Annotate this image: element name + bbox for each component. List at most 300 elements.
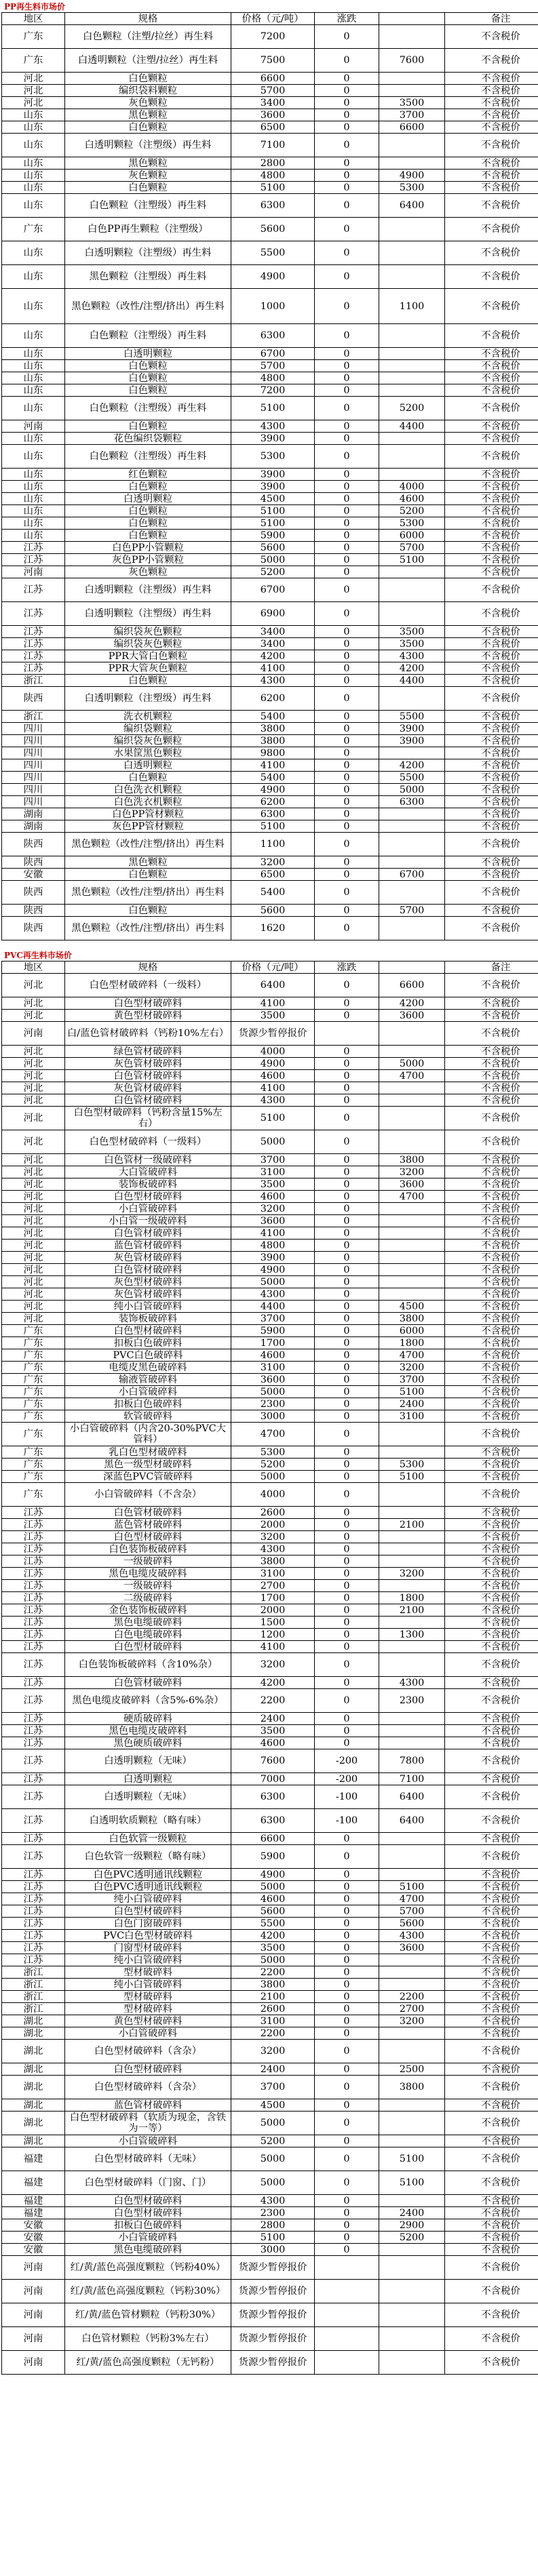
cell-spec: 白色型材破碎料: [65, 1531, 231, 1543]
cell-region: 福建: [2, 2171, 65, 2195]
cell-change: 0: [315, 626, 379, 638]
cell-price-high: 5500: [379, 772, 445, 784]
cell-price: 6400: [231, 974, 315, 997]
cell-note: 不含税价: [445, 2232, 538, 2244]
cell-spec: 软管破碎料: [65, 1410, 231, 1423]
cell-note: 不含税价: [445, 85, 538, 97]
table-row: [2, 530, 538, 542]
cell-price: 3000: [231, 1410, 315, 1423]
cell-change: -200: [315, 1773, 379, 1785]
table-row: [2, 1519, 538, 1531]
cell-region: 湖北: [2, 2040, 65, 2063]
pvc-price-section: [1, 950, 536, 2375]
table-row: [2, 1507, 538, 1519]
cell-price-high: 3700: [379, 109, 445, 121]
cell-price-high: [379, 1082, 445, 1094]
cell-price-high: 5300: [379, 1459, 445, 1471]
table-row: [2, 1386, 538, 1398]
cell-spec: 黑色颗粒（注塑级）再生料: [65, 265, 231, 289]
table-row: [2, 1725, 538, 1737]
cell-price: 7200: [231, 25, 315, 49]
cell-region: 江苏: [2, 1713, 65, 1725]
cell-note: 不含税价: [445, 650, 538, 662]
table-row: [2, 1617, 538, 1629]
cell-price-high: 5000: [379, 784, 445, 796]
cell-spec: 小白管破碎料（不含杂）: [65, 1483, 231, 1507]
table-row: [2, 869, 538, 881]
cell-note: 不含税价: [445, 1773, 538, 1785]
cell-change: 0: [315, 1215, 379, 1227]
cell-price-high: [379, 856, 445, 869]
cell-price-high: 4200: [379, 997, 445, 1010]
cell-price-high: [379, 2135, 445, 2147]
cell-region: 河北: [2, 1046, 65, 1058]
cell-spec: 型材破碎料: [65, 2003, 231, 2015]
cell-price: 4000: [231, 1483, 315, 1507]
cell-price: 5000: [231, 1471, 315, 1483]
cell-note: 不含税价: [445, 1519, 538, 1531]
cell-price-high: 1800: [379, 1337, 445, 1349]
cell-change: 0: [315, 1689, 379, 1713]
cell-change: 0: [315, 711, 379, 723]
cell-region: 河北: [2, 1227, 65, 1240]
table-row: [2, 1349, 538, 1362]
cell-price-high: [379, 1979, 445, 1991]
cell-price: 6200: [231, 687, 315, 711]
cell-price-high: 3500: [379, 626, 445, 638]
table-row: [2, 1773, 538, 1785]
cell-region: 江苏: [2, 1881, 65, 1893]
table-row: [2, 1276, 538, 1288]
table-row: [2, 49, 538, 73]
cell-note: 不含税价: [445, 820, 538, 833]
cell-spec: 白透明颗粒（注塑级）再生料: [65, 602, 231, 626]
cell-region: 河北: [2, 1082, 65, 1094]
cell-region: 广东: [2, 1362, 65, 1374]
table-row: [2, 1677, 538, 1689]
cell-note: 不含税价: [445, 97, 538, 109]
cell-note: 不含税价: [445, 1604, 538, 1617]
cell-price-high: 5200: [379, 505, 445, 517]
cell-spec: 二级破碎料: [65, 1592, 231, 1604]
cell-note: 不含税价: [445, 109, 538, 121]
table-row: [2, 1191, 538, 1203]
cell-note: 不含税价: [445, 1653, 538, 1677]
cell-region: 河北: [2, 1203, 65, 1215]
cell-change: 0: [315, 1082, 379, 1094]
cell-spec: 深蓝色PVC管破碎料: [65, 1471, 231, 1483]
cell-note: 不含税价: [445, 1058, 538, 1070]
cell-change: 0: [315, 1058, 379, 1070]
cell-spec: 电缆皮黑色破碎料: [65, 1362, 231, 1374]
cell-price: 5000: [231, 2112, 315, 2135]
cell-note: 不含税价: [445, 1737, 538, 1749]
cell-region: 山东: [2, 109, 65, 121]
cell-spec: 灰色PP管材颗粒: [65, 820, 231, 833]
cell-change: 0: [315, 1555, 379, 1568]
cell-spec: 金色装饰板破碎料: [65, 1604, 231, 1617]
cell-change: 0: [315, 808, 379, 820]
cell-price-high: 4000: [379, 481, 445, 493]
cell-price-high: [379, 1107, 445, 1130]
table-row: [2, 1362, 538, 1374]
cell-change: -100: [315, 1809, 379, 1833]
cell-region: 山东: [2, 170, 65, 182]
cell-spec: 白色颗粒: [65, 360, 231, 372]
cell-region: 河北: [2, 85, 65, 97]
cell-price: 1700: [231, 1337, 315, 1349]
table-row: [2, 638, 538, 650]
cell-region: 浙江: [2, 1966, 65, 1979]
cell-price-high: [379, 1094, 445, 1107]
cell-price: 4900: [231, 784, 315, 796]
cell-spec: 白色颗粒: [65, 869, 231, 881]
table-row: [2, 1240, 538, 1252]
cell-price-high: [379, 1483, 445, 1507]
cell-note: 不含税价: [445, 2112, 538, 2135]
cell-price: 4600: [231, 1349, 315, 1362]
cell-change: 0: [315, 2232, 379, 2244]
cell-price: 3400: [231, 97, 315, 109]
cell-region: 河北: [2, 1154, 65, 1166]
cell-region: 江苏: [2, 1833, 65, 1845]
cell-price: 3500: [231, 1725, 315, 1737]
cell-change: -100: [315, 1785, 379, 1809]
cell-region: 山东: [2, 134, 65, 157]
cell-price-high: 5100: [379, 2171, 445, 2195]
cell-region: 江苏: [2, 1942, 65, 1954]
cell-note: 不含税价: [445, 1893, 538, 1905]
cell-price: 4800: [231, 170, 315, 182]
cell-price: 4500: [231, 493, 315, 505]
cell-region: 河北: [2, 997, 65, 1010]
cell-price-high: [379, 2099, 445, 2112]
cell-price: 3600: [231, 1215, 315, 1227]
cell-change: 0: [315, 723, 379, 735]
cell-change: 0: [315, 2219, 379, 2232]
cell-price: 4200: [231, 650, 315, 662]
cell-region: 广东: [2, 1337, 65, 1349]
cell-note: 不含税价: [445, 1617, 538, 1629]
table-row: [2, 2076, 538, 2099]
cell-note: 不含税价: [445, 1166, 538, 1178]
cell-price-high: 5100: [379, 1386, 445, 1398]
table-row: [2, 1543, 538, 1555]
cell-spec: 白色型材破碎料: [65, 1905, 231, 1918]
cell-price: 4100: [231, 1641, 315, 1653]
cell-price: 货源少暂停报价: [231, 2280, 315, 2303]
cell-change: 0: [315, 157, 379, 170]
table-row: [2, 2135, 538, 2147]
cell-change: 0: [315, 905, 379, 917]
cell-spec: 黑色颗粒: [65, 856, 231, 869]
cell-note: 不含税价: [445, 974, 538, 997]
cell-note: 不含税价: [445, 1592, 538, 1604]
cell-spec: 黑色一级型材破碎料: [65, 1459, 231, 1471]
cell-note: 不含税价: [445, 1215, 538, 1227]
cell-price-high: 6400: [379, 194, 445, 218]
cell-spec: 白色型材破碎料: [65, 2063, 231, 2076]
cell-change: 0: [315, 1966, 379, 1979]
cell-note: 不含税价: [445, 881, 538, 905]
cell-note: 不含税价: [445, 530, 538, 542]
cell-region: 湖南: [2, 820, 65, 833]
cell-region: 河北: [2, 1288, 65, 1301]
cell-note: 不含税价: [445, 1446, 538, 1459]
cell-price-high: 6600: [379, 121, 445, 134]
cell-price-high: 4200: [379, 759, 445, 772]
cell-change: 0: [315, 1543, 379, 1555]
cell-spec: 灰色PP小管颗粒: [65, 554, 231, 566]
cell-price: 6200: [231, 796, 315, 808]
cell-spec: 白透明颗粒（无味）: [65, 1749, 231, 1773]
cell-note: 不含税价: [445, 1107, 538, 1130]
cell-region: 山东: [2, 182, 65, 194]
table-row: [2, 2303, 538, 2327]
cell-region: 山东: [2, 289, 65, 324]
table-row: [2, 833, 538, 856]
cell-change: 0: [315, 1094, 379, 1107]
cell-price: 5600: [231, 542, 315, 554]
cell-price: 9800: [231, 747, 315, 759]
cell-change: 0: [315, 372, 379, 384]
cell-price-high: [379, 2327, 445, 2351]
cell-region: 江苏: [2, 542, 65, 554]
table-row: [2, 1070, 538, 1082]
cell-price: 1100: [231, 833, 315, 856]
cell-price-high: 4700: [379, 1191, 445, 1203]
cell-spec: 白色颗粒: [65, 481, 231, 493]
cell-change: 0: [315, 1483, 379, 1507]
cell-price: 5500: [231, 1918, 315, 1930]
cell-note: 不含税价: [445, 194, 538, 218]
cell-region: 河南: [2, 2256, 65, 2280]
cell-note: 不含税价: [445, 1264, 538, 1276]
cell-spec: 白色型材破碎料: [65, 997, 231, 1010]
cell-region: 江苏: [2, 1653, 65, 1677]
cell-price-high: [379, 566, 445, 578]
cell-spec: 黑色颗粒（改性/注塑/挤出）再生料: [65, 833, 231, 856]
table-row: [2, 2232, 538, 2244]
cell-change: 0: [315, 1252, 379, 1264]
cell-price-high: 3200: [379, 2015, 445, 2027]
cell-price-high: [379, 1240, 445, 1252]
table-row: [2, 1094, 538, 1107]
cell-price-high: [379, 602, 445, 626]
table-row: [2, 85, 538, 97]
cell-price-high: 6600: [379, 974, 445, 997]
cell-note: 不含税价: [445, 2207, 538, 2219]
cell-note: 不含税价: [445, 324, 538, 348]
cell-region: 湖北: [2, 2112, 65, 2135]
table-row: [2, 1166, 538, 1178]
cell-change: 0: [315, 1301, 379, 1313]
cell-spec: 黑色电缆破碎料: [65, 2244, 231, 2256]
cell-change: 0: [315, 1531, 379, 1543]
cell-price: 2700: [231, 1580, 315, 1592]
cell-region: 河南: [2, 2280, 65, 2303]
table-row: [2, 1869, 538, 1881]
cell-price: 2100: [231, 1991, 315, 2003]
cell-price-high: 4300: [379, 650, 445, 662]
cell-price-high: 1300: [379, 1629, 445, 1641]
cell-note: 不含税价: [445, 420, 538, 433]
cell-price: 2300: [231, 1398, 315, 1410]
cell-change: 0: [315, 687, 379, 711]
cell-note: 不含税价: [445, 218, 538, 241]
cell-change: 0: [315, 1374, 379, 1386]
table-row: [2, 784, 538, 796]
cell-spec: 输液管破碎料: [65, 1374, 231, 1386]
cell-region: 广东: [2, 25, 65, 49]
cell-note: 不含税价: [445, 833, 538, 856]
cell-change: 0: [315, 1905, 379, 1918]
cell-price: 4400: [231, 1301, 315, 1313]
cell-price-high: 7800: [379, 1749, 445, 1773]
cell-spec: 白透明颗粒: [65, 1773, 231, 1785]
cell-price: 3400: [231, 626, 315, 638]
cell-note: 不含税价: [445, 2171, 538, 2195]
cell-note: 不含税价: [445, 747, 538, 759]
cell-region: 浙江: [2, 1991, 65, 2003]
header-price: 价格（元/吨）: [231, 13, 315, 25]
cell-change: 0: [315, 1568, 379, 1580]
cell-change: 0: [315, 1725, 379, 1737]
cell-price-high: [379, 433, 445, 445]
cell-spec: 黑色颗粒: [65, 109, 231, 121]
cell-region: 广东: [2, 1398, 65, 1410]
cell-change: 0: [315, 1459, 379, 1471]
cell-note: 不含税价: [445, 1022, 538, 1046]
cell-change: 0: [315, 1240, 379, 1252]
cell-note: 不含税价: [445, 1689, 538, 1713]
cell-price: 3500: [231, 1942, 315, 1954]
cell-region: 山东: [2, 469, 65, 481]
cell-note: 不含税价: [445, 759, 538, 772]
cell-region: 浙江: [2, 2003, 65, 2015]
cell-note: 不含税价: [445, 121, 538, 134]
table-row: [2, 1374, 538, 1386]
cell-price: 3700: [231, 2076, 315, 2099]
cell-change: 0: [315, 85, 379, 97]
cell-price: 3100: [231, 1362, 315, 1374]
cell-change: 0: [315, 1833, 379, 1845]
cell-spec: 白色软管一级颗粒（略有味）: [65, 1845, 231, 1869]
table-row: [2, 1252, 538, 1264]
cell-price: 4300: [231, 2195, 315, 2207]
table-row: [2, 772, 538, 784]
cell-note: 不含税价: [445, 602, 538, 626]
cell-price: 3900: [231, 469, 315, 481]
cell-price-high: [379, 578, 445, 602]
table-row: [2, 796, 538, 808]
cell-spec: 白色型材破碎料（门窗、门）: [65, 2171, 231, 2195]
cell-change: 0: [315, 481, 379, 493]
cell-price-high: 1800: [379, 1592, 445, 1604]
cell-spec: 白透明颗粒（注塑级）再生料: [65, 134, 231, 157]
cell-spec: PVC白色型材破碎料: [65, 1930, 231, 1942]
cell-price: 3800: [231, 1555, 315, 1568]
cell-note: 不含税价: [445, 1386, 538, 1398]
cell-note: 不含税价: [445, 1130, 538, 1154]
cell-price-high: [379, 1580, 445, 1592]
cell-note: 不含税价: [445, 1374, 538, 1386]
cell-region: 河北: [2, 73, 65, 85]
header-spec: 规格: [65, 962, 231, 974]
cell-change: 0: [315, 1617, 379, 1629]
cell-note: 不含税价: [445, 675, 538, 687]
cell-price: 1500: [231, 1617, 315, 1629]
cell-spec: 红/黄/蓝色高强度颗粒（钙粉40%）: [65, 2256, 231, 2280]
table-row: [2, 481, 538, 493]
table-row: [2, 170, 538, 182]
cell-region: 江苏: [2, 1785, 65, 1809]
cell-price: 4100: [231, 1227, 315, 1240]
cell-price: 5000: [231, 2147, 315, 2171]
cell-region: 河北: [2, 97, 65, 109]
cell-note: 不含税价: [445, 869, 538, 881]
table-row: [2, 2256, 538, 2280]
cell-price: 7100: [231, 134, 315, 157]
cell-price: 5000: [231, 1954, 315, 1966]
cell-spec: PPR大管白色颗粒: [65, 650, 231, 662]
table-row: [2, 1423, 538, 1446]
cell-note: 不含税价: [445, 1070, 538, 1082]
cell-price-high: [379, 917, 445, 940]
table-row: [2, 1337, 538, 1349]
cell-price-high: [379, 1954, 445, 1966]
table-row: [2, 1930, 538, 1942]
cell-price-high: [379, 1227, 445, 1240]
cell-price: 2000: [231, 1604, 315, 1617]
table-row: [2, 469, 538, 481]
cell-price-high: [379, 25, 445, 49]
cell-region: 江苏: [2, 1869, 65, 1881]
cell-spec: 型材破碎料: [65, 1966, 231, 1979]
cell-price-high: [379, 1203, 445, 1215]
cell-change: 0: [315, 1954, 379, 1966]
cell-price-high: 3900: [379, 735, 445, 747]
cell-price-high: 5100: [379, 2147, 445, 2171]
cell-note: 不含税价: [445, 481, 538, 493]
cell-price-high: [379, 2027, 445, 2040]
cell-change: 0: [315, 662, 379, 675]
cell-change: 0: [315, 433, 379, 445]
cell-spec: 白色颗粒: [65, 905, 231, 917]
cell-spec: 白色颗粒: [65, 505, 231, 517]
cell-region: 江苏: [2, 1809, 65, 1833]
cell-price: 5100: [231, 505, 315, 517]
cell-price-high: 4900: [379, 170, 445, 182]
cell-price-high: 2400: [379, 1398, 445, 1410]
cell-region: 江苏: [2, 1749, 65, 1773]
cell-change: 0: [315, 1010, 379, 1022]
table-row: [2, 1580, 538, 1592]
cell-change: 0: [315, 1580, 379, 1592]
table-row: [2, 1713, 538, 1725]
cell-change: 0: [315, 554, 379, 566]
cell-region: 山东: [2, 517, 65, 530]
cell-change: 0: [315, 1507, 379, 1519]
table-row: [2, 397, 538, 420]
table-row: [2, 2147, 538, 2171]
cell-price-high: [379, 1531, 445, 1543]
cell-change: 0: [315, 134, 379, 157]
cell-spec: 黄色型材破碎料: [65, 2015, 231, 2027]
cell-note: 不含税价: [445, 157, 538, 170]
cell-region: 湖北: [2, 2015, 65, 2027]
table-row: [2, 493, 538, 505]
